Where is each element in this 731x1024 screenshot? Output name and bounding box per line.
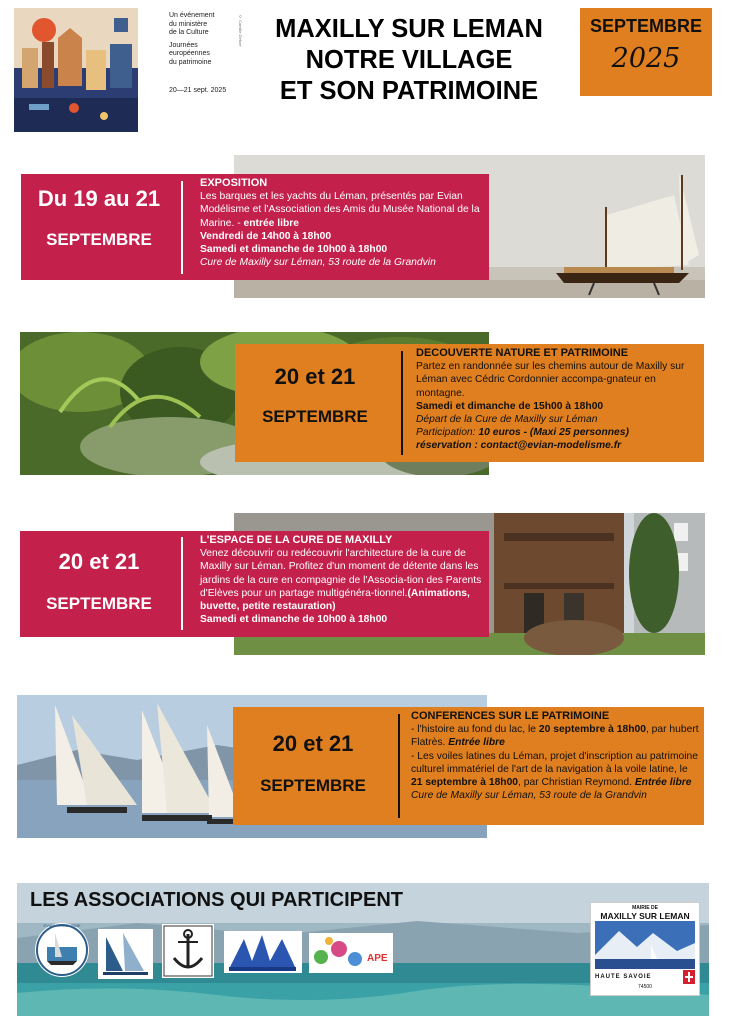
event-1-date: Du 19 au 21 SEPTEMBRE xyxy=(37,186,161,249)
blue-sail-logo xyxy=(224,931,302,973)
event-3-date: 20 et 21 SEPTEMBRE xyxy=(46,549,152,613)
event-4-separator xyxy=(398,714,400,818)
mairie-region: HAUTE SAVOIE xyxy=(595,974,652,980)
evian-modelisme-logo-text: EVIAN MODELISME xyxy=(43,923,81,928)
event-1-title: EXPOSITION xyxy=(200,177,268,189)
event-4-description: CONFERENCES SUR LE PATRIMOINE - l'histoire au fond du lac, le 20 septembre à 18h00, par hubert Flatrès. Entrée libre - Les voiles latines du Léman, projet d'inscription au patrimoine culturel immatériel de l'art de la navigation à la voile latine, le 21 septembre à 18h00, par Christian Reymond. Entrée libre Cure de Maxilly sur Léman, 53 route de la Grandvin xyxy=(411,710,701,802)
event-1-description: EXPOSITION Les barques et les yachts du Léman, présentés par Evian Modélisme et l'Association des Amis du Musée National de la Marine. - entrée libre Vendredi de 14h00 à 18h00 Samedi et dimanche de 10h00 à 18h00 Cure de Maxilly sur Léman, 53 route de la Grandvin xyxy=(200,177,490,269)
main-title: MAXILLY SUR LEMAN NOTRE VILLAGE ET SON PATRIMOINE xyxy=(275,15,543,105)
event-2-title: DECOUVERTE NATURE ET PATRIMOINE xyxy=(416,347,629,359)
event-4-date: 20 et 21 SEPTEMBRE xyxy=(260,731,366,795)
jep-label: Un événement du ministère de la Culture Journées européennes du patrimoine 20—21 sept. 2025 xyxy=(169,12,227,94)
event-3-separator xyxy=(181,537,183,630)
event-4-title: CONFERENCES SUR LE PATRIMOINE xyxy=(411,710,610,722)
event-3-title: L'ESPACE DE LA CURE DE MAXILLY xyxy=(200,534,393,546)
sailboat-association-logo xyxy=(98,929,153,979)
mairie-name: MAXILLY SUR LEMAN xyxy=(600,911,690,921)
event-2-separator xyxy=(401,351,403,455)
event-2-date: 20 et 21 SEPTEMBRE xyxy=(262,364,368,426)
evian-modelisme-logo xyxy=(35,923,89,977)
jep-poster-illustration xyxy=(14,8,138,132)
associations-title: LES ASSOCIATIONS QUI PARTICIPENT xyxy=(30,889,403,911)
mairie-landscape-icon xyxy=(591,921,699,969)
event-1-separator xyxy=(181,181,183,274)
mairie-top-label: MAIRIE DE xyxy=(632,905,658,911)
mairie-zip: 74500 xyxy=(638,984,652,990)
ape-logo-text: APE xyxy=(367,953,388,964)
month-badge: SEPTEMBRE 2025 xyxy=(580,8,712,96)
photo-credit: © Camille Deforé xyxy=(238,14,243,47)
event-3-description: L'ESPACE DE LA CURE DE MAXILLY Venez découvrir ou redécouvrir l'architecture de la cure de Maxilly sur Léman. Profitez d'un moment de détente dans les jardins de la cure en compagnie de l'Associa-tion des Parents d'Elèves pour un partage multigénéra-tionnel.(Animations, buvette, petite restauration) Samedi et dimanche de 10h00 à 18h00 xyxy=(200,534,488,626)
mairie-logo xyxy=(590,902,700,996)
savoie-cross-icon xyxy=(683,970,695,984)
event-2-description: DECOUVERTE NATURE ET PATRIMOINE Partez en randonnée sur les chemins autour de Maxilly sur Léman avec Cédric Cordonnier accompa-gnateur en montagne. Samedi et dimanche de 15h00 à 18h00 Départ de la Cure de Maxilly sur Léman Participation: 10 euros - (Maxi 25 personnes) réservation : contact@evian-modelisme.fr xyxy=(416,347,700,453)
ape-logo xyxy=(309,933,393,973)
anchor-emblem-logo xyxy=(162,924,214,978)
